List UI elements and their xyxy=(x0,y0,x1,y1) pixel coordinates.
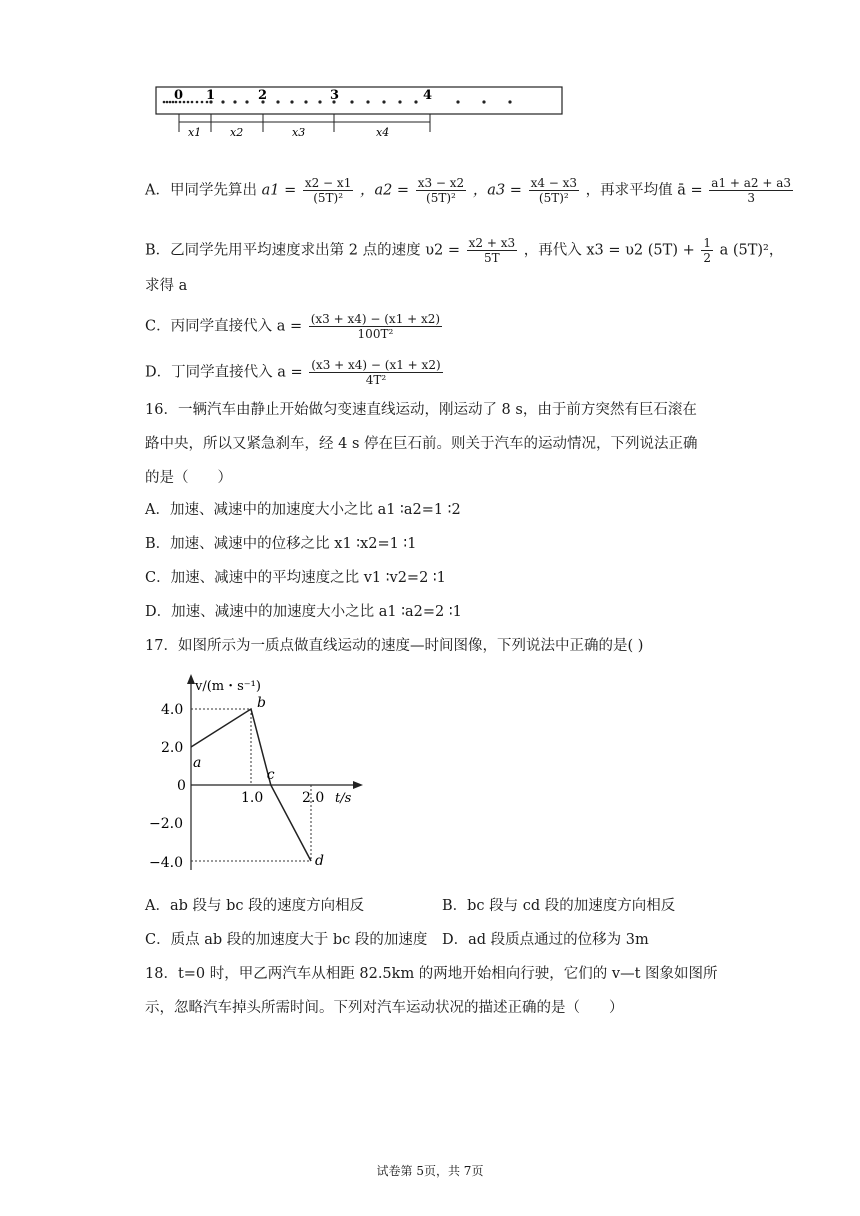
q17-option-c: C．质点 ab 段的加速度大于 bc 段的加速度 xyxy=(145,932,428,948)
q15-option-c xyxy=(145,312,444,341)
segment-x2: x2 xyxy=(230,126,244,139)
point-label-c: c xyxy=(266,767,275,783)
q15-a-average-fraction: $\frac{a1 + a2 + a3}{3}$ xyxy=(711,176,792,205)
q15-option-a xyxy=(145,176,795,205)
q17-option-a: A．ab 段与 bc 段的速度方向相反 xyxy=(145,898,365,914)
q15-a-a3: ，a3 = xyxy=(472,182,522,199)
y-tick-neg4: −4.0 xyxy=(149,855,183,871)
q16-option-b: B．加速、减速中的位移之比 x1 ∶x2=1 ∶1 xyxy=(145,536,417,552)
segment-x1: x1 xyxy=(188,126,202,139)
page-footer: 试卷第 5页，共 7页 xyxy=(376,1164,484,1178)
q15-a-a1-fraction: $\frac{x2 - x1}{\text{(5T)²}}$ xyxy=(304,176,352,205)
q15-c-fraction: $\frac{(x3 + x4) - (x1 + x2)}{\text{100T²}}$ xyxy=(310,312,441,341)
ticker-tape-figure xyxy=(150,82,570,142)
y-tick-neg2: −2.0 xyxy=(149,816,183,832)
tape-point-3: 3 xyxy=(330,88,340,103)
x-tick-1: 1.0 xyxy=(241,790,264,806)
y-tick-2: 2.0 xyxy=(161,740,184,756)
q15-d-fraction: $\frac{(x3 + x4) - (x1 + x2)}{\text{4T²}}$ xyxy=(311,358,441,387)
q15-a-a1: a1 = xyxy=(261,182,297,199)
q15-b-fraction: $\frac{x2 + x3}{5T}$ xyxy=(468,236,516,265)
segment-x4: x4 xyxy=(376,126,390,139)
q17-option-d: D．ad 段质点通过的位移为 3m xyxy=(442,932,649,948)
y-axis-arrow xyxy=(187,674,195,684)
velocity-time-graph xyxy=(145,672,375,877)
q15-a-a2-fraction: $\frac{x3 - x2}{\text{(5T)²}}$ xyxy=(417,176,465,205)
q15-c-prefix: C．丙同学直接代入 a = xyxy=(145,318,303,335)
x-axis-label: t/s xyxy=(335,791,352,806)
q15-b-line2: 求得 a xyxy=(145,278,188,294)
segment-x3: x3 xyxy=(292,126,306,139)
tape-point-0: 0 xyxy=(174,88,184,103)
q16-option-d: D．加速、减速中的加速度大小之比 a1 ∶a2=2 ∶1 xyxy=(145,604,462,620)
q18-stem-line2: 示，忽略汽车掉头所需时间。下列对汽车运动状况的描述正确的是（ ） xyxy=(145,1000,624,1016)
q15-d-prefix: D．丁同学直接代入 a = xyxy=(145,364,303,381)
q15-a-prefix: A．甲同学先算出 xyxy=(145,182,257,199)
q15-b-tail: a (5T)²， xyxy=(719,242,784,259)
point-label-d: d xyxy=(315,853,324,869)
q16-stem-line1: 16．一辆汽车由静止开始做匀变速直线运动，刚运动了 8 s，由于前方突然有巨石滚在 xyxy=(145,402,697,418)
y-tick-4: 4.0 xyxy=(161,702,184,718)
x-tick-2: 2.0 xyxy=(302,790,325,806)
q16-stem-line2: 路中央，所以又紧急刹车，经 4 s 停在巨石前。则关于汽车的运动情况，下列说法正确 xyxy=(145,436,698,452)
q16-option-a: A．加速、减速中的加速度大小之比 a1 ∶a2=1 ∶2 xyxy=(145,502,461,518)
point-label-a: a xyxy=(193,755,202,771)
tape-point-2: 2 xyxy=(258,88,268,103)
q15-a-a3-fraction: $\frac{x4 - x3}{\text{(5T)²}}$ xyxy=(530,176,578,205)
q15-b-prefix: B．乙同学先用平均速度求出第 2 点的速度 υ2 = xyxy=(145,242,461,259)
y-tick-0: 0 xyxy=(177,778,186,794)
q15-option-b xyxy=(145,236,783,265)
tape-point-4: 4 xyxy=(423,88,433,103)
x-axis-arrow xyxy=(353,781,363,789)
q15-b-half-fraction: $\frac{1}{2}$ xyxy=(703,236,711,265)
tape-point-1: 1 xyxy=(206,88,216,103)
q16-option-c: C．加速、减速中的平均速度之比 v1 ∶v2=2 ∶1 xyxy=(145,570,446,586)
q18-stem-line1: 18．t=0 时，甲乙两汽车从相距 82.5km 的两地开始相向行驶，它们的 v—t 图象如图所 xyxy=(145,966,718,982)
q15-b-mid: ，再代入 x3 = υ2 (5T) + xyxy=(523,242,695,259)
q17-stem: 17．如图所示为一质点做直线运动的速度—时间图像，下列说法中正确的是( ) xyxy=(145,638,644,654)
q17-option-b: B．bc 段与 cd 段的加速度方向相反 xyxy=(442,898,676,914)
q15-a-a2: ，a2 = xyxy=(359,182,410,199)
point-label-b: b xyxy=(257,695,266,711)
q16-stem-line3: 的是（ ） xyxy=(145,470,232,486)
q15-option-d xyxy=(145,358,445,387)
tape-strip xyxy=(156,87,562,114)
q15-a-average: ，再求平均值 ā = xyxy=(585,182,703,199)
y-axis-label: v/(m・s⁻¹) xyxy=(195,679,261,694)
